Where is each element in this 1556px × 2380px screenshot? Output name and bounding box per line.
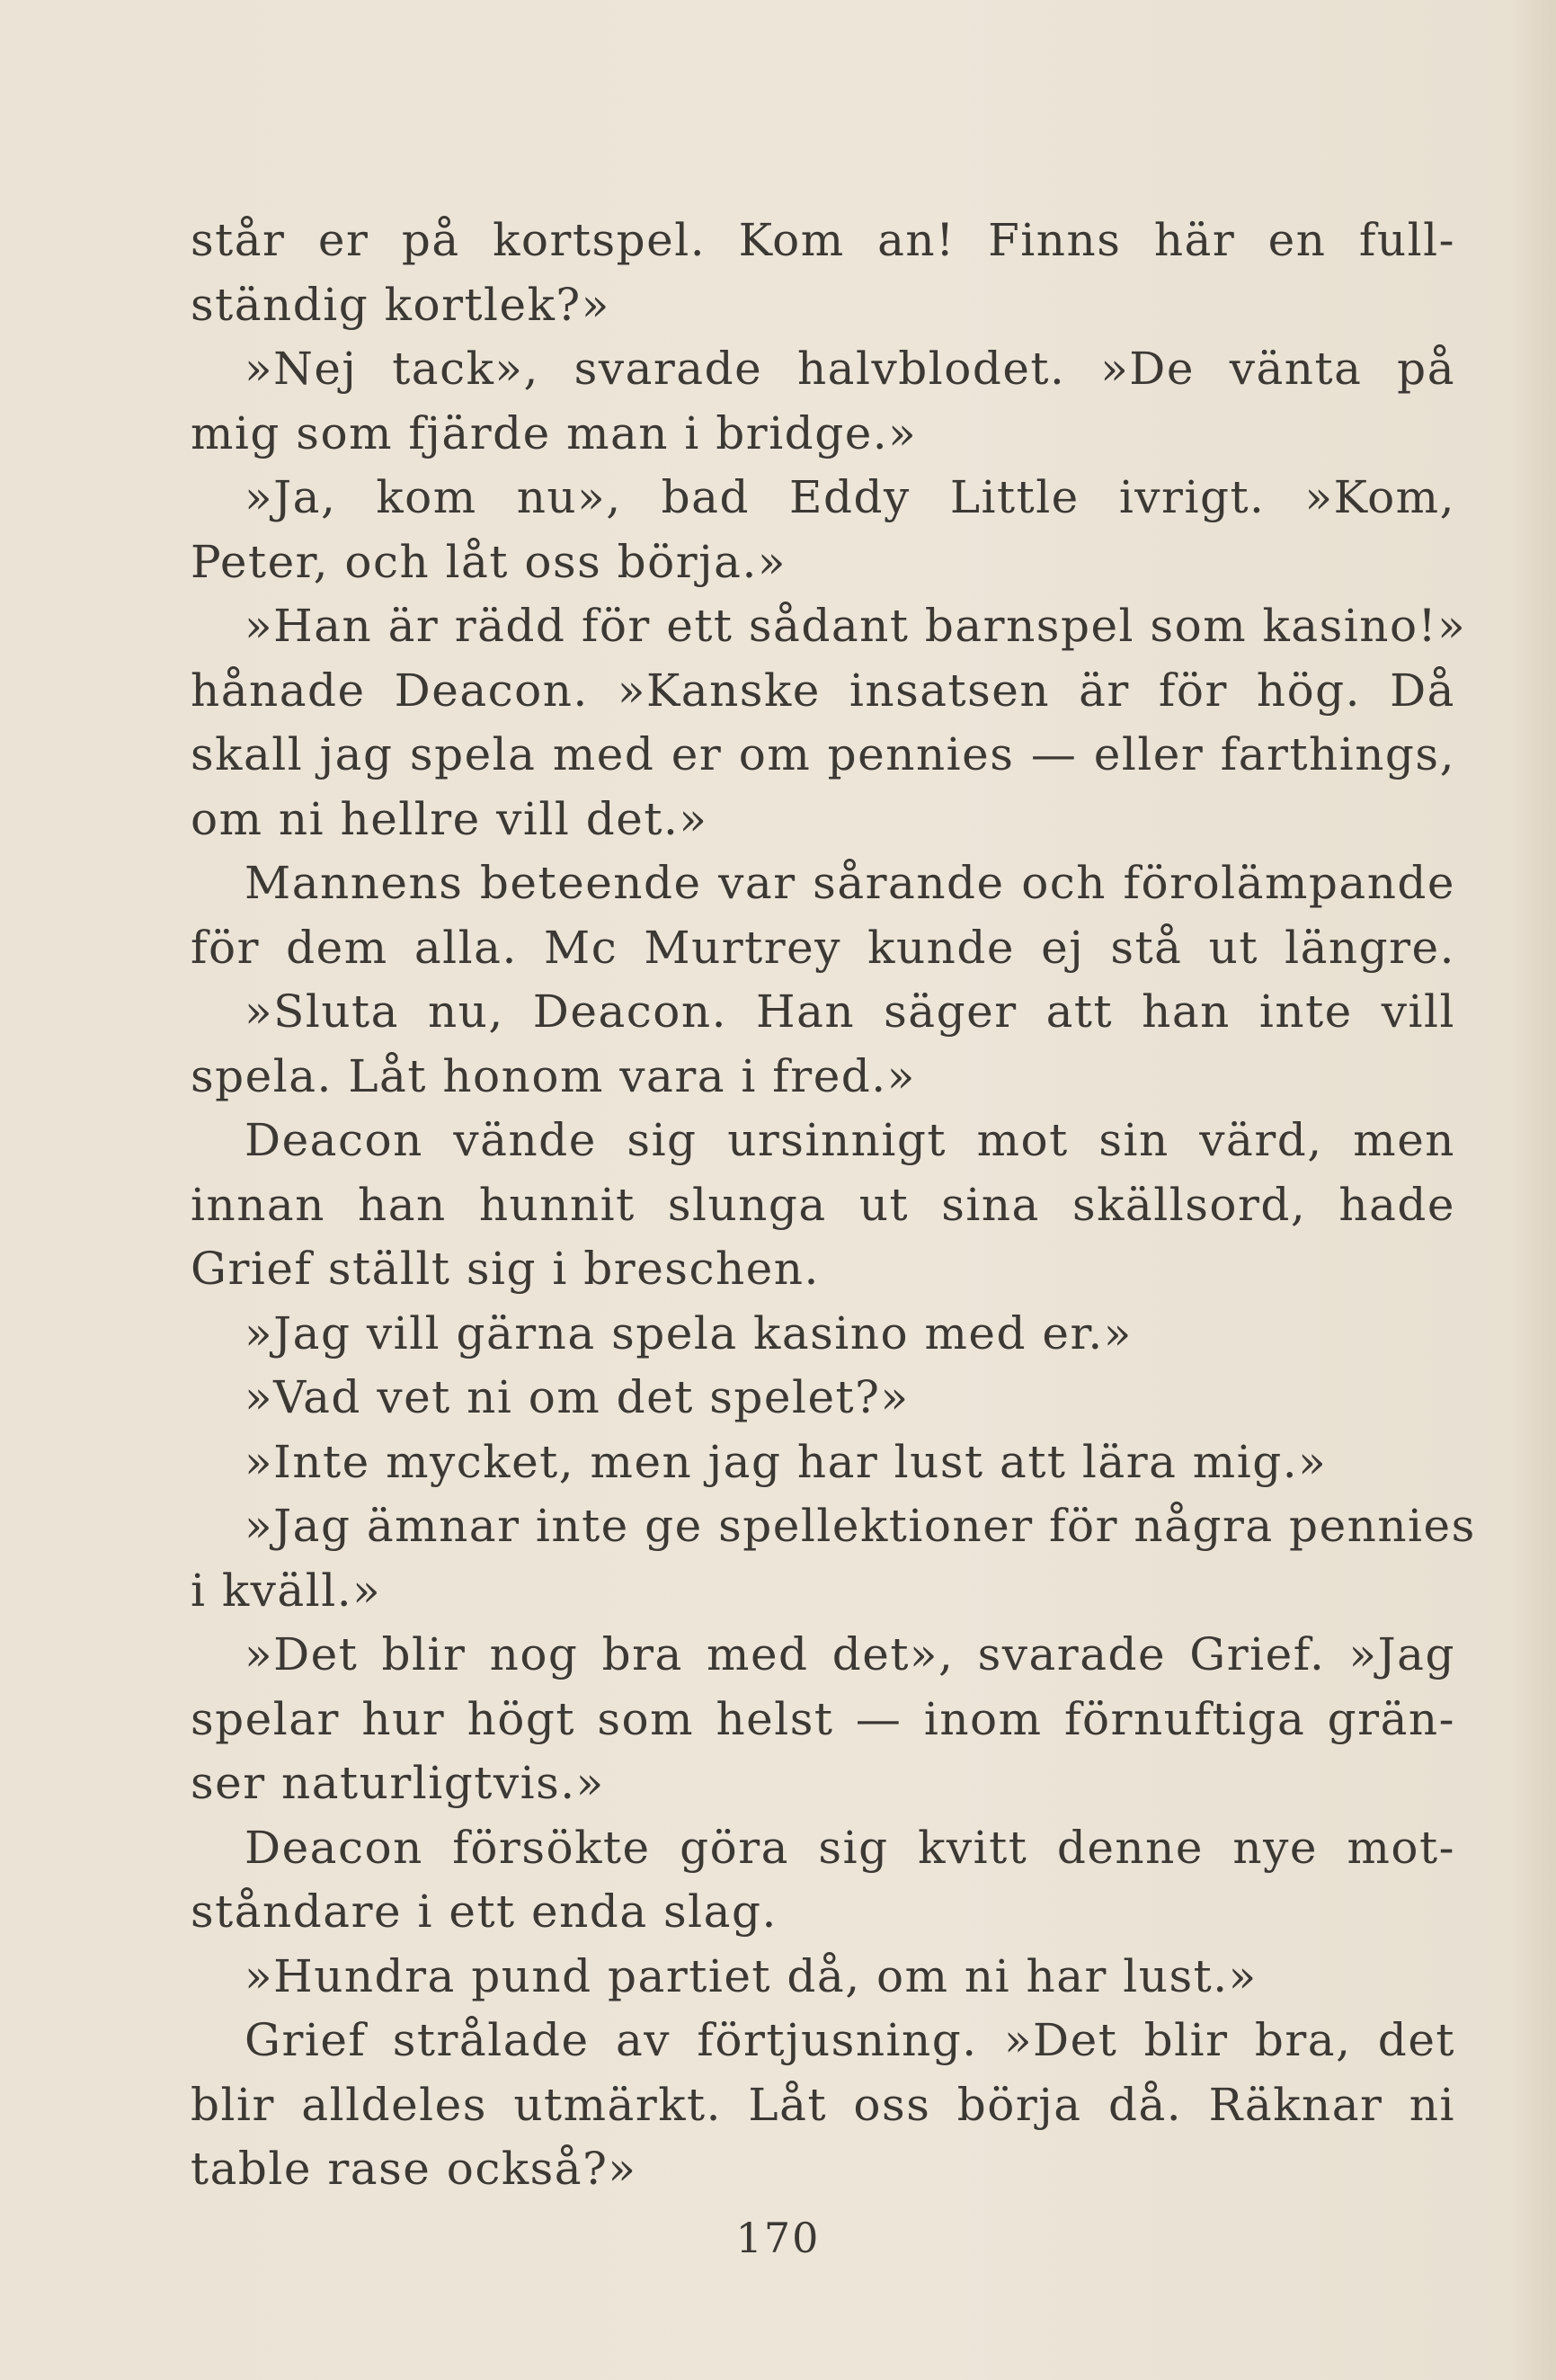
text-line: Grief ställt sig i breschen. — [191, 1243, 820, 1295]
text-line: »Hundra pund partiet då, om ni har lust.» — [245, 1949, 1258, 2002]
text-line: ständig kortlek?» — [191, 278, 610, 331]
text-line: mig som fjärde man i bridge.» — [191, 406, 918, 459]
text-line: »Vad vet ni om det spelet?» — [245, 1371, 910, 1423]
text-line: ståndare i ett enda slag. — [191, 1885, 778, 1938]
text-line: Deacon försökte göra sig kvitt denne nye mot- — [245, 1821, 1455, 1874]
text-line: i kväll.» — [191, 1564, 382, 1617]
text-line: står er på kortspel. Kom an! Finns här en full- — [191, 214, 1455, 266]
text-line: för dem alla. Mc Murtrey kunde ej stå ut längre. — [191, 921, 1455, 974]
text-line: skall jag spela med er om pennies — eller farthings, — [191, 728, 1455, 780]
text-line: table rase också?» — [191, 2143, 637, 2195]
text-line: blir alldeles utmärkt. Låt oss börja då. Räknar ni — [191, 2078, 1455, 2131]
text-line: hånade Deacon. »Kanske insatsen är för hög. Då — [191, 664, 1455, 717]
text-line: om ni hellre vill det.» — [191, 792, 708, 845]
text-line: »Jag vill gärna spela kasino med er.» — [245, 1306, 1133, 1359]
text-line: ser naturligtvis.» — [191, 1757, 605, 1809]
text-line: Deacon vände sig ursinnigt mot sin värd, men — [245, 1114, 1455, 1166]
text-line: Peter, och låt oss börja.» — [191, 535, 787, 588]
text-line: »Inte mycket, men jag har lust att lära mig.» — [245, 1435, 1328, 1488]
text-line: »Nej tack», svarade halvblodet. »De vänta på — [245, 343, 1455, 395]
text-line: »Han är rädd för ett sådant barnspel som kasino!» — [245, 600, 1467, 652]
page-number: 170 — [735, 2214, 821, 2262]
text-line: »Jag ämnar inte ge spellektioner för några pennies — [245, 1500, 1476, 1552]
text-line: »Det blir nog bra med det», svarade Grief. »Jag — [245, 1628, 1455, 1680]
text-line: spela. Låt honom vara i fred.» — [191, 1049, 916, 1102]
text-line: »Ja, kom nu», bad Eddy Little ivrigt. »Kom, — [245, 471, 1455, 523]
text-line: spelar hur högt som helst — inom förnuftiga grän- — [191, 1692, 1455, 1745]
text-line: Mannens beteende var sårande och förolämpande — [245, 857, 1455, 909]
text-line: innan han hunnit slunga ut sina skällsord, hade — [191, 1178, 1455, 1231]
text-line: Grief strålade av förtjusning. »Det blir bra, det — [245, 2014, 1455, 2066]
text-line: »Sluta nu, Deacon. Han säger att han inte vill — [245, 985, 1455, 1038]
body-text — [191, 209, 1476, 2202]
